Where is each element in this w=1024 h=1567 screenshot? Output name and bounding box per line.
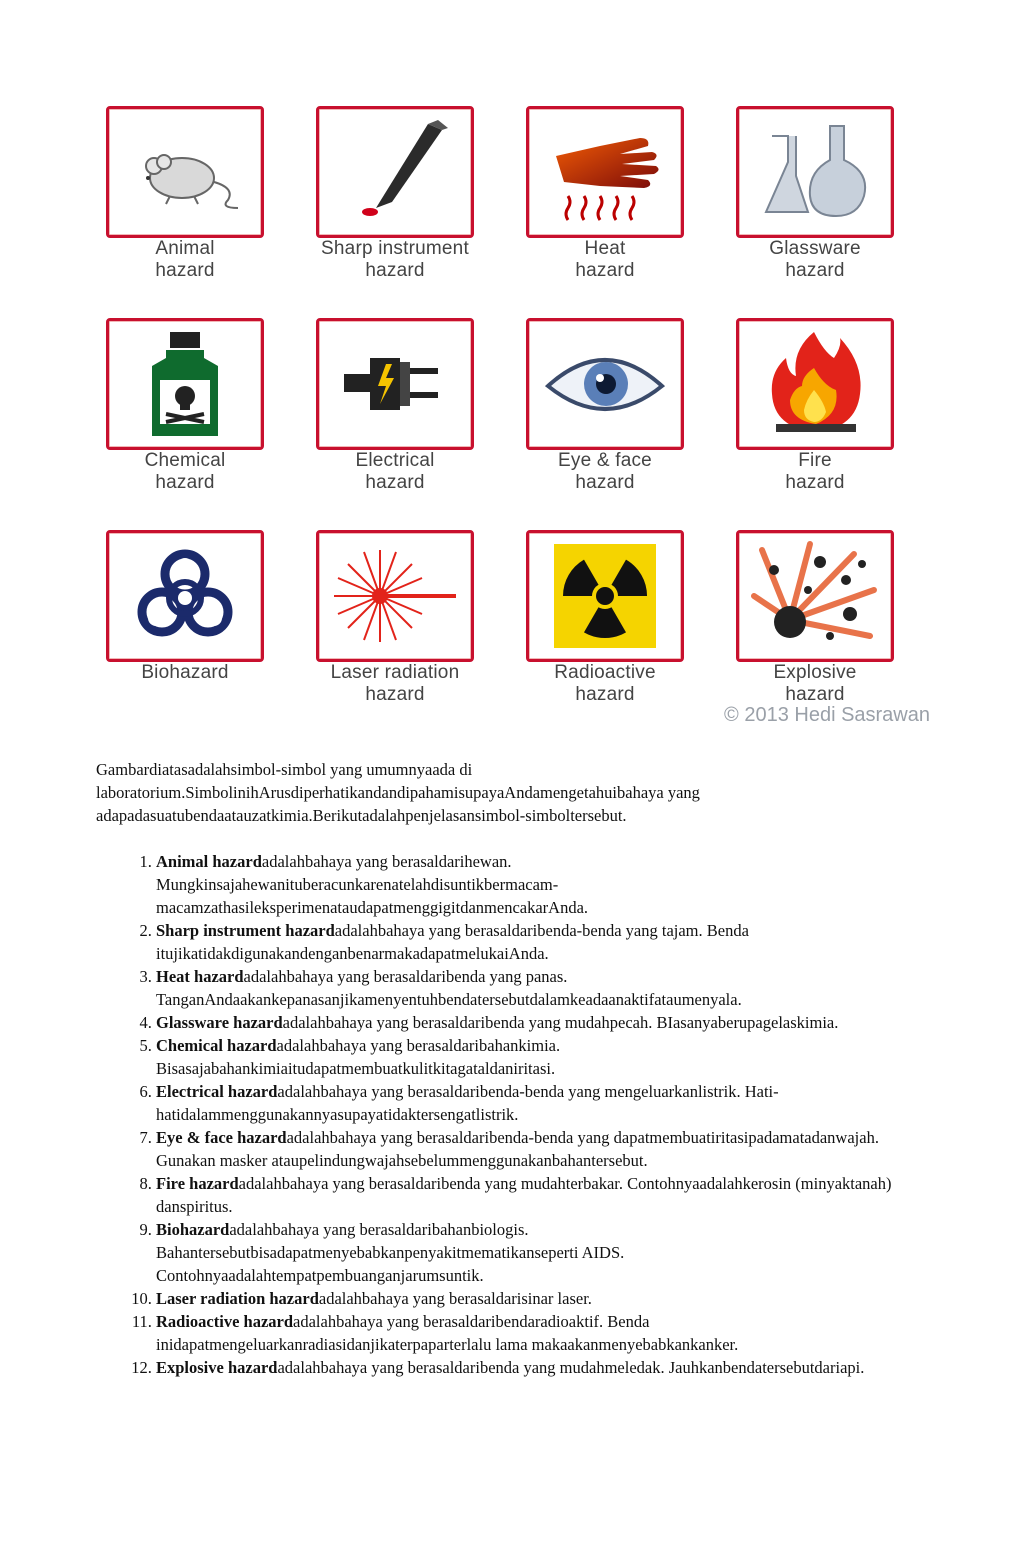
hazard-description: adalahbahaya yang berasaldaribendaradioaktif. Benda inidapatmengeluarkanradiasidanjikaterpaparterlalu lama makaakanmenyebabkankanker. — [156, 1312, 739, 1354]
sign-heat-hazard — [512, 98, 722, 310]
sign-caption: Eye & face hazard — [558, 450, 652, 493]
sign-radioactive-hazard — [512, 522, 722, 734]
sign-caption: Animal hazard — [155, 238, 215, 281]
list-item — [156, 1172, 916, 1218]
list-item — [156, 965, 916, 1011]
list-item — [156, 1034, 916, 1080]
list-item — [156, 1011, 916, 1034]
hazard-term: Eye & face hazard — [156, 1128, 287, 1147]
sign-eye-face-hazard — [512, 310, 722, 522]
biohazard-icon — [106, 530, 264, 662]
sign-glassware-hazard — [722, 98, 932, 310]
laser-icon — [316, 530, 474, 662]
intro-line: Gambardiatasadalahsimbol-simbol yang umumnyaada di — [96, 760, 473, 779]
hazard-description: adalahbahaya yang berasaldaribahanbiologis. Bahantersebutbisadapatmenyebabkanpenyakitmematikanseperti AIDS. Contohnyaadalahtempatpembuanganjarumsuntik. — [156, 1220, 625, 1285]
poison-bottle-icon — [106, 318, 264, 450]
hazard-description: adalahbahaya yang berasaldarisinar laser. — [318, 1289, 592, 1308]
radiation-icon — [526, 530, 684, 662]
sign-caption: Laser radiation hazard — [330, 662, 460, 705]
sign-caption: Electrical hazard — [355, 450, 435, 493]
hazard-term: Glassware hazard — [156, 1013, 283, 1032]
hazard-term: Electrical hazard — [156, 1082, 278, 1101]
intro-paragraph — [96, 758, 916, 827]
sign-fire-hazard — [722, 310, 932, 522]
hazard-description: adalahbahaya yang berasaldarihewan. Mungkinsajahewanituberacunkarenatelahdisuntikbermacam-macamzathasileksperimenataudapatmenggigitdanmencakarAnda. — [156, 852, 589, 917]
hazard-explanation-list — [96, 850, 916, 1379]
hazard-term: Chemical hazard — [156, 1036, 277, 1055]
list-item — [156, 850, 916, 919]
intro-line: laboratorium.SimbolinihArusdiperhatikandandipahamisupayaAndamengetahuibahaya yang — [96, 783, 700, 802]
sign-animal-hazard — [92, 98, 302, 310]
hazard-term: Animal hazard — [156, 852, 262, 871]
list-item — [156, 1287, 916, 1310]
sign-caption: Heat hazard — [575, 238, 635, 281]
hazard-description: adalahbahaya yang berasaldaribenda-benda yang mengeluarkanlistrik. Hati-hatidalammenggunakannyasupayatidaktersengatlistrik. — [156, 1082, 779, 1124]
hazard-description: adalahbahaya yang berasaldaribenda-benda yang tajam. Benda itujikatidakdigunakandenganbenarmakadapatmelukaiAnda. — [156, 921, 749, 963]
plug-icon — [316, 318, 474, 450]
mouse-icon — [106, 106, 264, 238]
hazard-description: adalahbahaya yang berasaldaribenda yang mudahpecah. BIasanyaberupagelaskimia. — [282, 1013, 839, 1032]
hazard-symbols-figure — [92, 98, 930, 738]
intro-line: adapadasuatubendaatauzatkimia.Berikutadalahpenjelasansimbol-simboltersebut. — [96, 806, 627, 825]
sign-caption: Glassware hazard — [769, 238, 861, 281]
sign-biohazard — [92, 522, 302, 734]
hazard-sign-grid — [92, 98, 930, 734]
sign-caption: Fire hazard — [785, 450, 845, 493]
hazard-term: Heat hazard — [156, 967, 244, 986]
list-item — [156, 1356, 916, 1379]
list-item — [156, 1218, 916, 1287]
sign-caption: Chemical hazard — [144, 450, 226, 493]
sign-caption: Explosive hazard — [773, 662, 857, 705]
hazard-term: Radioactive hazard — [156, 1312, 294, 1331]
hand-heat-icon — [526, 106, 684, 238]
flame-icon — [736, 318, 894, 450]
hazard-description: adalahbahaya yang berasaldaribenda-benda yang dapatmembuatiritasipadamatadanwajah. Gunakan masker ataupelindungwajahsebelummenggunakanbahantersebut. — [156, 1128, 879, 1170]
sign-caption: Sharp instrument hazard — [321, 238, 469, 281]
hazard-term: Sharp instrument hazard — [156, 921, 335, 940]
list-item — [156, 1126, 916, 1172]
hazard-term: Fire hazard — [156, 1174, 239, 1193]
hazard-term: Explosive hazard — [156, 1358, 278, 1377]
sign-caption: Biohazard — [141, 662, 229, 683]
hazard-description: adalahbahaya yang berasaldaribahankimia. Bisasajabahankimiaitudapatmembuatkulitkitagataldaniritasi. — [156, 1036, 561, 1078]
sign-laser-radiation-hazard — [302, 522, 512, 734]
hazard-description: adalahbahaya yang berasaldaribenda yang mudahmeledak. Jauhkanbendatersebutdariapi. — [277, 1358, 865, 1377]
hazard-term: Biohazard — [156, 1220, 230, 1239]
list-item — [156, 1080, 916, 1126]
sign-electrical-hazard — [302, 310, 512, 522]
scalpel-icon — [316, 106, 474, 238]
hazard-term: Laser radiation hazard — [156, 1289, 319, 1308]
list-item — [156, 919, 916, 965]
copyright-notice: © 2013 Hedi Sasrawan — [724, 704, 930, 726]
hazard-description: adalahbahaya yang berasaldaribenda yang panas. TanganAndaakankepanasanjikamenyentuhbendatersebutdalamkeadaanaktifataumenyala. — [156, 967, 742, 1009]
sign-caption: Radioactive hazard — [554, 662, 656, 705]
flask-icon — [736, 106, 894, 238]
sign-sharp-instrument-hazard — [302, 98, 512, 310]
eye-icon — [526, 318, 684, 450]
sign-chemical-hazard — [92, 310, 302, 522]
hazard-description: adalahbahaya yang berasaldaribenda yang mudahterbakar. Contohnyaadalahkerosin (minyaktanah) danspiritus. — [156, 1174, 892, 1216]
explosion-icon — [736, 530, 894, 662]
list-item — [156, 1310, 916, 1356]
sign-explosive-hazard — [722, 522, 932, 734]
